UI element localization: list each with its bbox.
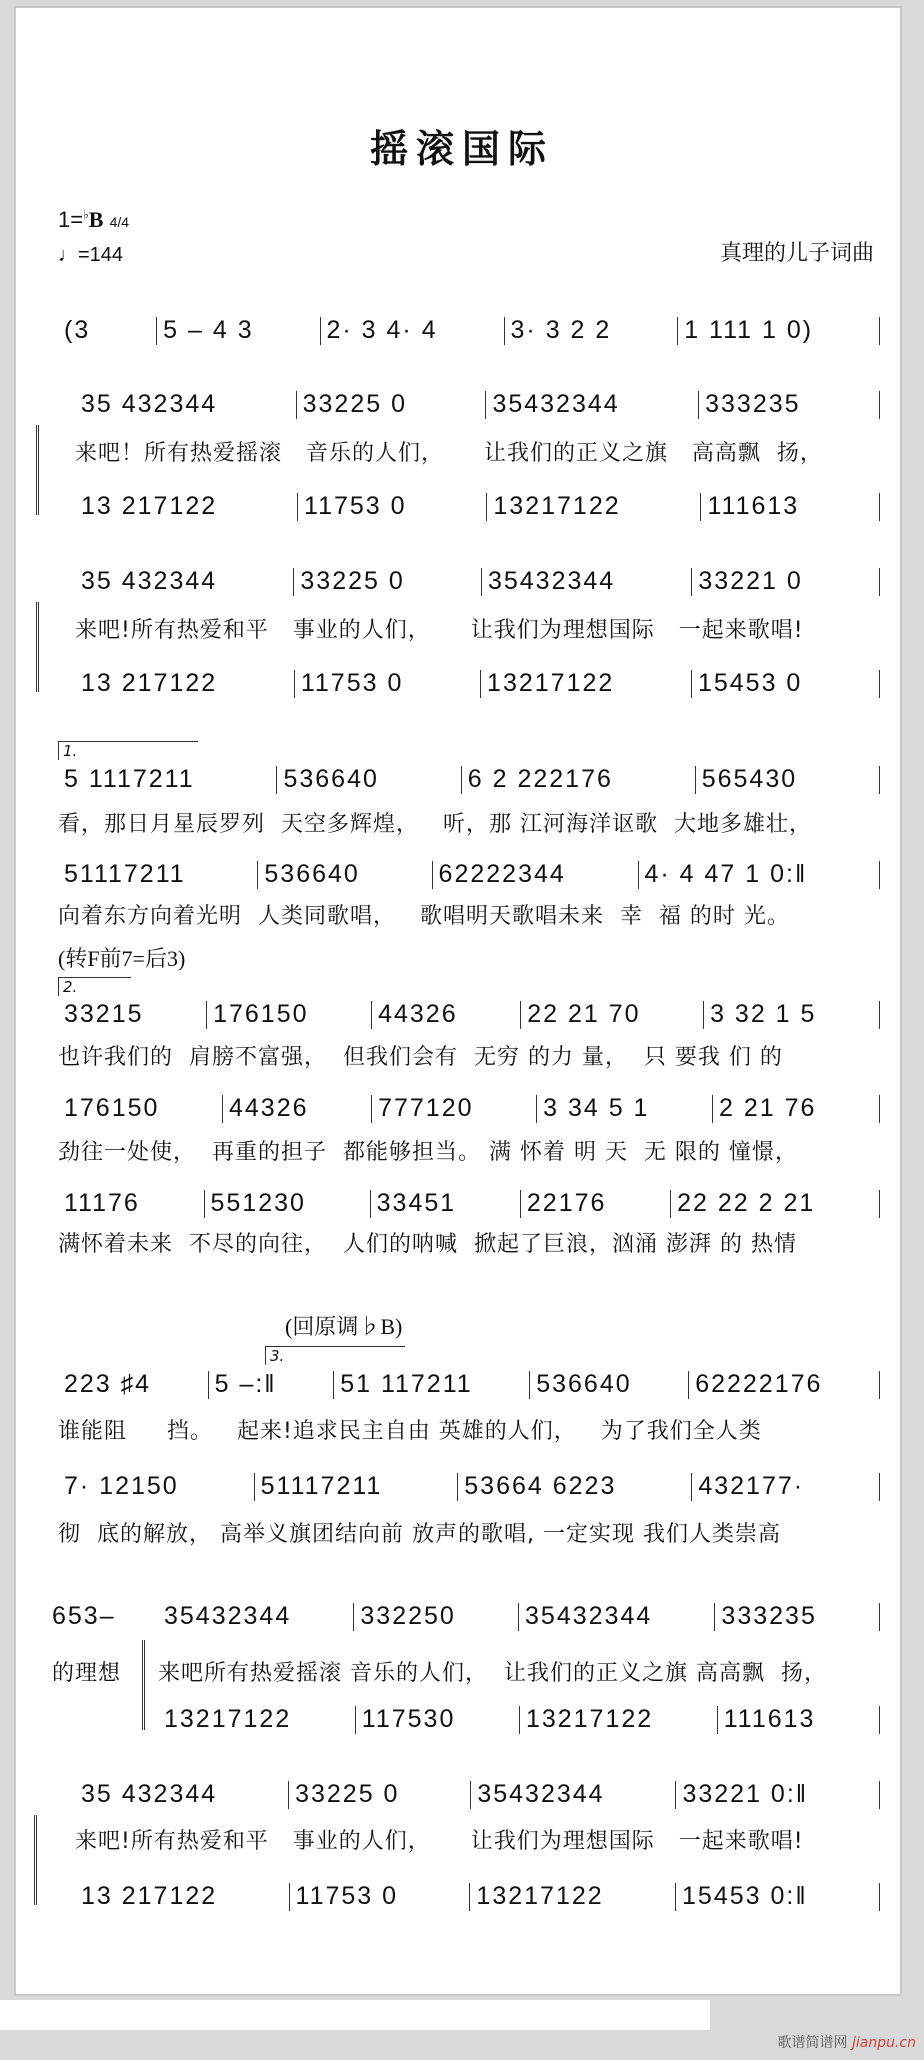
notation-line — [58, 1189, 880, 1218]
measure: 11753 0 — [304, 492, 407, 520]
volta-2: 2. — [58, 977, 131, 996]
return-key-mark: (回原调♭B) — [285, 1314, 403, 1339]
measure: 33225 0 — [295, 1780, 400, 1808]
lyrics-line: 来吧!所有热爱和平 事业的人们， 让我们为理想国际 一起来歌唱! — [75, 1829, 804, 1854]
measure: 33451 — [376, 1189, 457, 1217]
measure: 2· 3 4· 4 — [326, 316, 438, 344]
modulation-mark: (转F前7=后3) — [58, 946, 186, 971]
notation-line — [75, 669, 880, 698]
barline — [879, 1371, 880, 1399]
barline — [879, 670, 880, 698]
measure: 35 432344 — [81, 390, 218, 418]
lyrics-line: 来吧所有热爱摇滚 音乐的人们， 让我们的正义之旗 高高飘 扬， — [158, 1661, 827, 1686]
notation-line — [58, 1000, 880, 1029]
measure: 35432344 — [525, 1602, 653, 1630]
measure: 44326 — [229, 1094, 309, 1122]
measure: 117530 — [361, 1705, 456, 1733]
key-eq: = — [70, 207, 84, 232]
measure: 432177· — [698, 1472, 805, 1500]
measure: 11753 0 — [300, 669, 404, 697]
barline — [879, 1883, 880, 1911]
measure: 33221 0:‖ — [682, 1780, 809, 1808]
measure: 22 21 70 — [527, 1000, 641, 1028]
measure: 11176 — [64, 1189, 140, 1217]
measure: 13217122 — [476, 1882, 604, 1910]
notation-line — [58, 860, 880, 889]
measure: 22176 — [526, 1189, 607, 1217]
key-signature — [58, 206, 129, 236]
measure: 35 432344 — [81, 1780, 218, 1808]
flat-sign: ♭ — [83, 207, 89, 222]
measure: 332250 — [360, 1602, 456, 1630]
measure: 35432344 — [492, 390, 620, 418]
barline — [879, 391, 880, 419]
page-footer-strip — [0, 2000, 710, 2030]
barline — [879, 568, 880, 596]
quarter-note-icon: ♩ — [58, 244, 78, 266]
measure: 35432344 — [477, 1780, 605, 1808]
measure: 536640 — [536, 1370, 632, 1398]
measure: 53664 6223 — [464, 1472, 617, 1500]
measure: 13 217122 — [81, 669, 218, 697]
measure: 22 22 2 21 — [677, 1189, 816, 1217]
notation-line — [58, 1094, 880, 1123]
measure: 3 34 5 1 — [543, 1094, 650, 1122]
measure: 1 111 1 0) — [684, 316, 814, 344]
measure: 15453 0 — [697, 669, 803, 697]
measure: 777120 — [378, 1094, 474, 1122]
pickup-notes: 653– — [52, 1602, 116, 1630]
barline — [879, 766, 880, 794]
measure: 13 217122 — [81, 492, 218, 520]
measure: 3· 3 2 2 — [510, 316, 612, 344]
barline — [879, 1190, 880, 1218]
notation-line — [75, 1780, 880, 1809]
lyrics-line: 彻 底的解放， 高举义旗团结向前 放声的歌唱, 一定实现 我们人类崇高 — [58, 1522, 781, 1547]
watermark-cn: 歌谱简谱网 — [777, 2035, 848, 2051]
notation-line — [58, 316, 880, 345]
tempo-marking — [58, 242, 123, 268]
notation-line — [75, 390, 880, 419]
barline — [879, 1095, 880, 1123]
barline — [879, 317, 880, 345]
time-signature: 4/4 — [109, 214, 130, 230]
notation-line — [158, 1705, 880, 1734]
measure: 33225 0 — [302, 390, 407, 418]
measure: 44326 — [378, 1000, 458, 1028]
measure: 5 –:‖ — [214, 1370, 277, 1398]
measure: 536640 — [283, 765, 379, 793]
repeat-bracket — [36, 602, 39, 692]
lyrics-line: 看，那日月星辰罗列 天空多辉煌， 听，那 江河海洋讴歌 大地多雄壮， — [58, 812, 812, 837]
notation-line — [58, 765, 880, 794]
barline — [879, 1706, 880, 1734]
measure: 13217122 — [164, 1705, 292, 1733]
pickup-lyric: 的理想 — [52, 1661, 122, 1686]
notation-line — [75, 492, 880, 521]
measure: 13 217122 — [81, 1882, 218, 1910]
measure: 51 117211 — [340, 1370, 473, 1398]
barline — [879, 1473, 880, 1501]
measure: (3 — [64, 316, 91, 344]
barline — [879, 1603, 880, 1631]
measure: 223 ♯4 — [64, 1370, 152, 1398]
measure: 13217122 — [525, 1705, 654, 1733]
measure: 35432344 — [164, 1602, 292, 1630]
measure: 35 432344 — [81, 567, 218, 595]
measure: 111613 — [707, 492, 800, 520]
lyrics-line: 劲往一处使， 再重的担子 都能够担当。 满 怀着 明 天 无 限的 憧憬， — [58, 1140, 798, 1165]
barline — [879, 861, 880, 889]
key-note: B — [88, 207, 104, 232]
measure: 7· 12150 — [64, 1472, 179, 1500]
measure: 5 1117211 — [64, 765, 195, 793]
measure: 536640 — [264, 860, 360, 888]
measure: 5 – 4 3 — [163, 316, 254, 344]
song-title: 摇滚国际 — [369, 126, 554, 171]
measure: 3 32 1 5 — [710, 1000, 817, 1028]
measure: 62222176 — [695, 1370, 823, 1398]
measure: 35432344 — [487, 567, 616, 595]
lyrics-line: 来吧！所有热爱摇滚 音乐的人们， 让我们的正义之旗 高高飘 扬， — [75, 441, 823, 466]
volta-1: 1. — [58, 741, 198, 760]
measure: 33215 — [64, 1000, 144, 1028]
lyrics-line: 来吧!所有热爱和平 事业的人们， 让我们为理想国际 一起来歌唱! — [75, 618, 804, 643]
lyrics-line: 向着东方向着光明 人类同歌唱， 歌唱明天歌唱未来 幸 福 的时 光。 — [58, 904, 790, 929]
lyrics-line: 满怀着未来 不尽的向往， 人们的呐喊 掀起了巨浪，汹涌 澎湃 的 热情 — [58, 1232, 797, 1257]
author-credit: 真理的儿子词曲 — [719, 241, 874, 266]
watermark-url: jianpu.cn — [851, 2035, 916, 2051]
repeat-bracket — [34, 1815, 37, 1905]
notation-line — [58, 1370, 880, 1399]
measure: 33221 0 — [698, 567, 803, 595]
notation-line — [58, 1472, 880, 1501]
measure: 565430 — [701, 765, 798, 793]
watermark — [778, 2032, 916, 2052]
repeat-bracket — [142, 1640, 145, 1730]
measure: 15453 0:‖ — [682, 1882, 808, 1910]
measure: 176150 — [64, 1094, 160, 1122]
measure: 62222344 — [438, 860, 566, 888]
measure: 6 2 222176 — [467, 765, 613, 793]
barline — [879, 1781, 880, 1809]
measure: 13217122 — [493, 492, 621, 520]
measure: 333235 — [721, 1602, 817, 1630]
notation-line — [158, 1602, 880, 1631]
measure: 2 21 76 — [719, 1094, 817, 1122]
measure: 4· 4 47 1 0:‖ — [644, 860, 808, 888]
measure: 13217122 — [487, 669, 615, 697]
tempo-value: =144 — [78, 244, 124, 266]
volta-3: 3. — [265, 1346, 405, 1365]
notation-line — [75, 1882, 880, 1911]
measure: 51117211 — [64, 860, 186, 888]
key-one: 1 — [58, 207, 71, 232]
barline — [879, 1001, 880, 1029]
measure: 176150 — [213, 1000, 309, 1028]
barline — [879, 493, 880, 521]
measure: 33225 0 — [300, 567, 405, 595]
repeat-bracket — [36, 425, 39, 515]
measure: 333235 — [705, 390, 801, 418]
lyrics-line: 谁能阻 挡。 起来!追求民主自由 英雄的人们， 为了我们全人类 — [58, 1419, 762, 1444]
measure: 551230 — [210, 1189, 306, 1217]
measure: 51117211 — [260, 1472, 383, 1500]
measure: 111613 — [723, 1705, 816, 1733]
measure: 11753 0 — [295, 1882, 399, 1910]
notation-line — [75, 567, 880, 596]
lyrics-line: 也许我们的 肩膀不富强， 但我们会有 无穷 的力 量， 只 要我 们 的 — [58, 1045, 783, 1070]
